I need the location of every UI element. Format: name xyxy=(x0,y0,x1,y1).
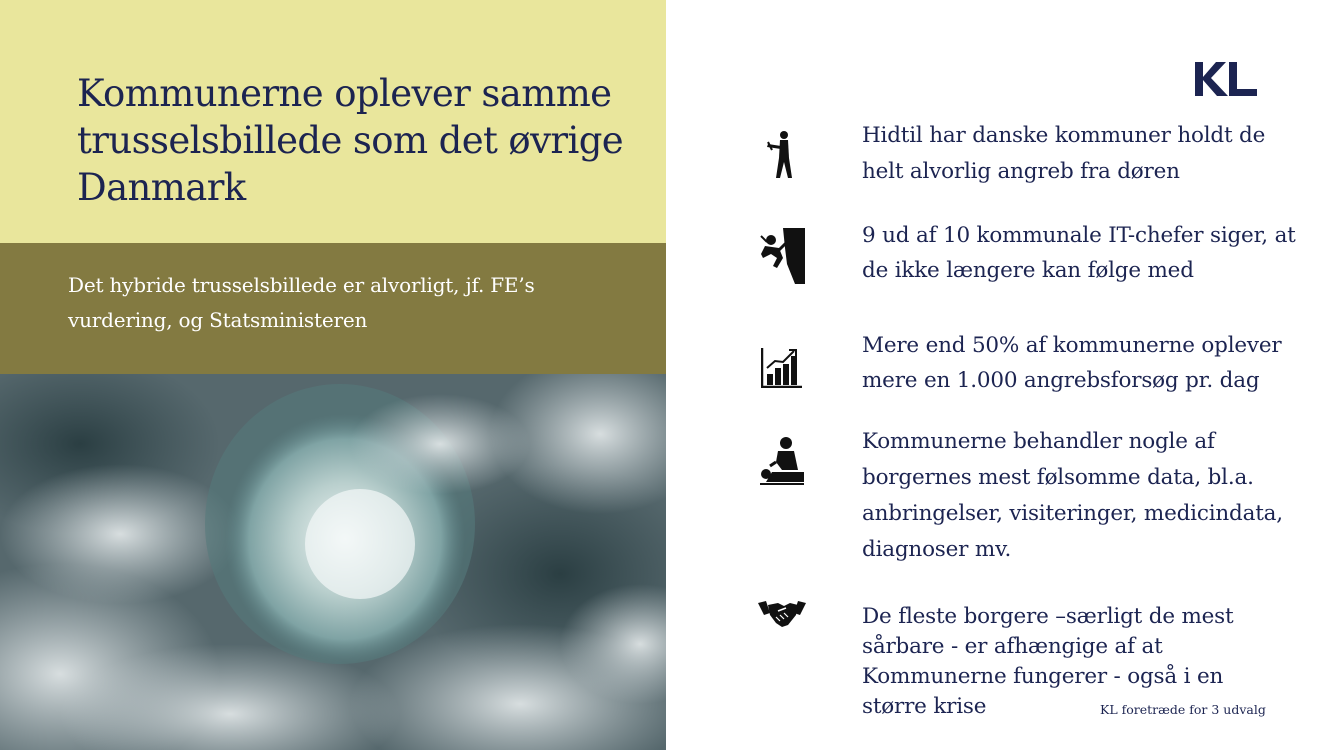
batter-icon xyxy=(766,130,800,180)
list-item: Hidtil har danske kommuner holdt de helt alvorlig angreb fra døren xyxy=(862,123,1266,184)
aerial-photo-image xyxy=(0,374,666,750)
list-item: De fleste borgere –særligt de mest sårbare - er afhængige af at Kommunerne fungerer - også i en større krise xyxy=(862,604,1234,719)
page-subtitle: Det hybride trusselsbillede er alvorligt, jf. FE’s vurdering, og Statsministeren xyxy=(68,273,535,332)
kl-logo xyxy=(1195,60,1257,98)
handshake-icon xyxy=(758,599,806,629)
bar-chart-icon xyxy=(761,348,803,388)
list-item: Kommunerne behandler nogle af borgernes mest følsomme data, bl.a. anbringelser, visiteringer, medicindata, diagnoser mv. xyxy=(862,429,1283,562)
climber-icon xyxy=(757,228,805,284)
footer-note: KL foretræde for 3 udvalg xyxy=(1100,702,1266,717)
page-title: Kommunerne oplever samme trusselsbillede som det øvrige Danmark xyxy=(77,72,624,209)
list-item: 9 ud af 10 kommunale IT-chefer siger, at de ikke længere kan følge med xyxy=(862,223,1296,283)
cpr-icon xyxy=(758,436,806,488)
list-item: Mere end 50% af kommunerne oplever mere en 1.000 angrebsforsøg pr. dag xyxy=(862,333,1282,393)
